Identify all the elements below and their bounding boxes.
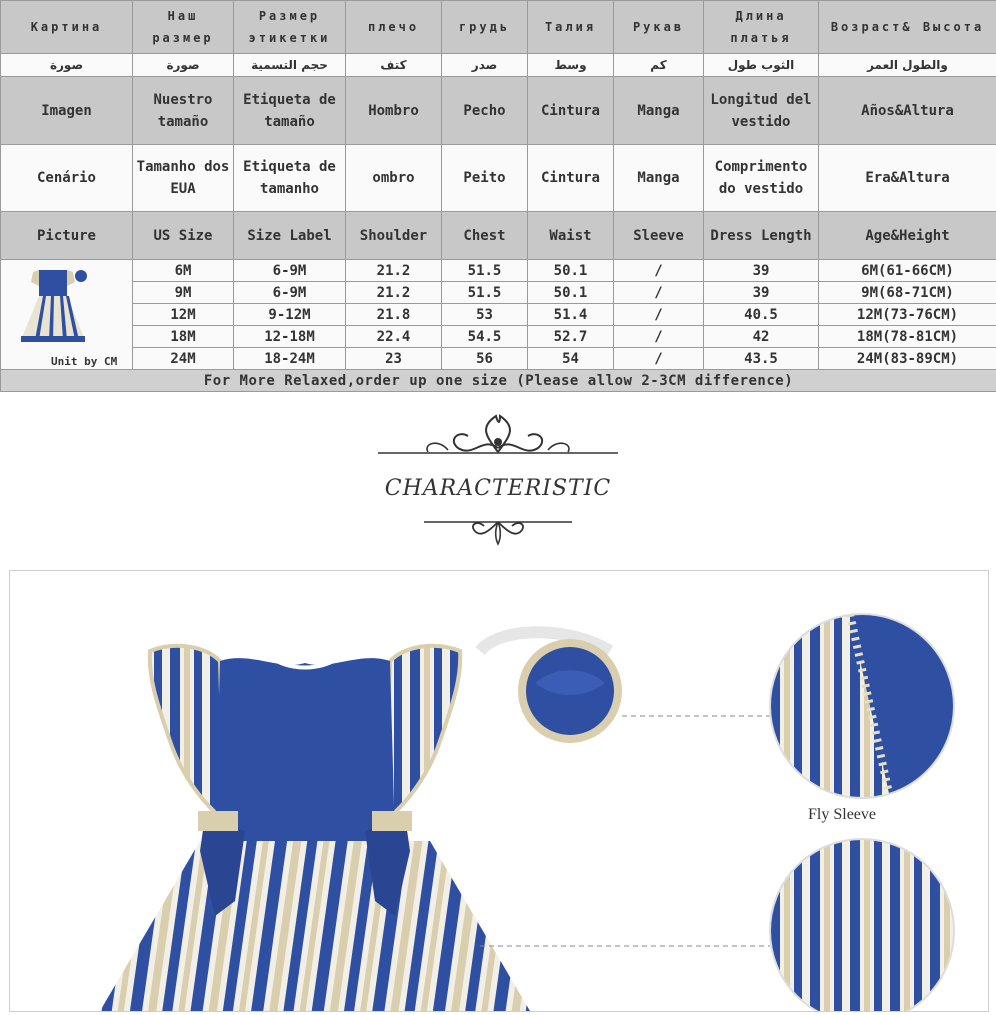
header-cell: صورة [1, 54, 133, 77]
table-cell: 40.5 [704, 304, 819, 326]
header-cell: грудь [442, 1, 528, 54]
header-cell: Etiqueta de tamaño [234, 77, 346, 145]
table-cell: / [614, 326, 704, 348]
table-cell: 18M [133, 326, 234, 348]
header-cell: Cintura [528, 145, 614, 212]
table-cell: 43.5 [704, 348, 819, 370]
table-cell: 51.4 [528, 304, 614, 326]
header-cell: Tamanho dos EUA [133, 145, 234, 212]
header-cell: Cintura [528, 77, 614, 145]
table-cell: 23 [346, 348, 442, 370]
table-cell: 22.4 [346, 326, 442, 348]
table-cell: 9-12M [234, 304, 346, 326]
header-cell: Manga [614, 77, 704, 145]
table-cell: / [614, 304, 704, 326]
header-cell: والطول العمر [819, 54, 996, 77]
header-cell: US Size [133, 212, 234, 260]
table-cell: 51.5 [442, 260, 528, 282]
header-cell: Imagen [1, 77, 133, 145]
header-cell: плечо [346, 1, 442, 54]
dress-thumbnail-cell [1, 260, 133, 370]
table-cell: 12M [133, 304, 234, 326]
header-cell: Рукав [614, 1, 704, 54]
table-row [1, 260, 996, 282]
header-row-portuguese [1, 145, 996, 212]
table-cell: 9M(68-71CM) [819, 282, 996, 304]
table-cell: 18-24M [234, 348, 346, 370]
header-cell: Etiqueta de tamanho [234, 145, 346, 212]
table-cell: 52.7 [528, 326, 614, 348]
header-cell: Картина [1, 1, 133, 54]
product-feature-frame [9, 570, 989, 1012]
header-cell: Comprimento do vestido [704, 145, 819, 212]
table-cell: 50.1 [528, 260, 614, 282]
table-cell: 6M(61-66CM) [819, 260, 996, 282]
header-cell: Размер этикетки [234, 1, 346, 54]
header-cell: Sleeve [614, 212, 704, 260]
header-cell: Талия [528, 1, 614, 54]
table-cell: 12-18M [234, 326, 346, 348]
header-cell: Pecho [442, 77, 528, 145]
header-cell: Shoulder [346, 212, 442, 260]
header-row-arabic [1, 54, 996, 77]
header-cell: Manga [614, 145, 704, 212]
table-cell: 6-9M [234, 260, 346, 282]
header-cell: Era&Altura [819, 145, 996, 212]
dress-illustration [10, 571, 988, 1011]
table-cell: 6-9M [234, 282, 346, 304]
header-cell: كم [614, 54, 704, 77]
table-row [1, 326, 996, 348]
characteristic-section [0, 400, 996, 560]
unit-note: Unit by CM [51, 355, 117, 368]
table-cell: / [614, 260, 704, 282]
ornament-bottom-icon [424, 508, 572, 548]
table-cell: 53 [442, 304, 528, 326]
header-row-english [1, 212, 996, 260]
table-cell: 12M(73-76CM) [819, 304, 996, 326]
table-cell: 21.2 [346, 260, 442, 282]
table-cell: 39 [704, 260, 819, 282]
header-cell: الثوب طول [704, 54, 819, 77]
table-cell: / [614, 348, 704, 370]
header-cell: كتف [346, 54, 442, 77]
header-cell: حجم التسمية [234, 54, 346, 77]
header-cell: Chest [442, 212, 528, 260]
header-cell: Nuestro tamaño [133, 77, 234, 145]
header-cell: Hombro [346, 77, 442, 145]
header-cell: صورة [133, 54, 234, 77]
header-cell: Возраст& Высота [819, 1, 996, 54]
header-cell: Peito [442, 145, 528, 212]
table-cell: 54 [528, 348, 614, 370]
table-cell: 21.8 [346, 304, 442, 326]
table-cell: 39 [704, 282, 819, 304]
header-cell: وسط [528, 54, 614, 77]
table-cell: 21.2 [346, 282, 442, 304]
header-row-spanish [1, 77, 996, 145]
header-cell: Длина платья [704, 1, 819, 54]
table-cell: 54.5 [442, 326, 528, 348]
table-row [1, 304, 996, 326]
header-cell: Picture [1, 212, 133, 260]
table-cell: 24M(83-89CM) [819, 348, 996, 370]
header-cell: صدر [442, 54, 528, 77]
table-cell: 51.5 [442, 282, 528, 304]
footer-row [1, 370, 996, 392]
size-chart [0, 0, 996, 400]
table-cell: 18M(78-81CM) [819, 326, 996, 348]
table-row [1, 282, 996, 304]
fly-sleeve-label: Fly Sleeve [808, 806, 876, 824]
header-cell: Age&Height [819, 212, 996, 260]
header-cell: Size Label [234, 212, 346, 260]
header-row-russian [1, 1, 996, 54]
table-cell: 56 [442, 348, 528, 370]
table-cell: 9M [133, 282, 234, 304]
characteristic-title: CHARACTERISTIC [0, 476, 996, 501]
header-cell: Longitud del vestido [704, 77, 819, 145]
table-cell: / [614, 282, 704, 304]
table-cell: 42 [704, 326, 819, 348]
size-table [0, 0, 996, 392]
size-advice-note: For More Relaxed,order up one size (Please allow 2-3CM difference) [1, 370, 996, 392]
ornament-top-icon [378, 408, 618, 468]
header-cell: Waist [528, 212, 614, 260]
table-row [1, 348, 996, 370]
header-cell: Dress Length [704, 212, 819, 260]
header-cell: Años&Altura [819, 77, 996, 145]
dress-thumbnail-image [15, 266, 91, 348]
table-cell: 50.1 [528, 282, 614, 304]
header-cell: Cenário [1, 145, 133, 212]
table-cell: 6M [133, 260, 234, 282]
header-cell: Наш размер [133, 1, 234, 54]
header-cell: ombro [346, 145, 442, 212]
table-cell: 24M [133, 348, 234, 370]
